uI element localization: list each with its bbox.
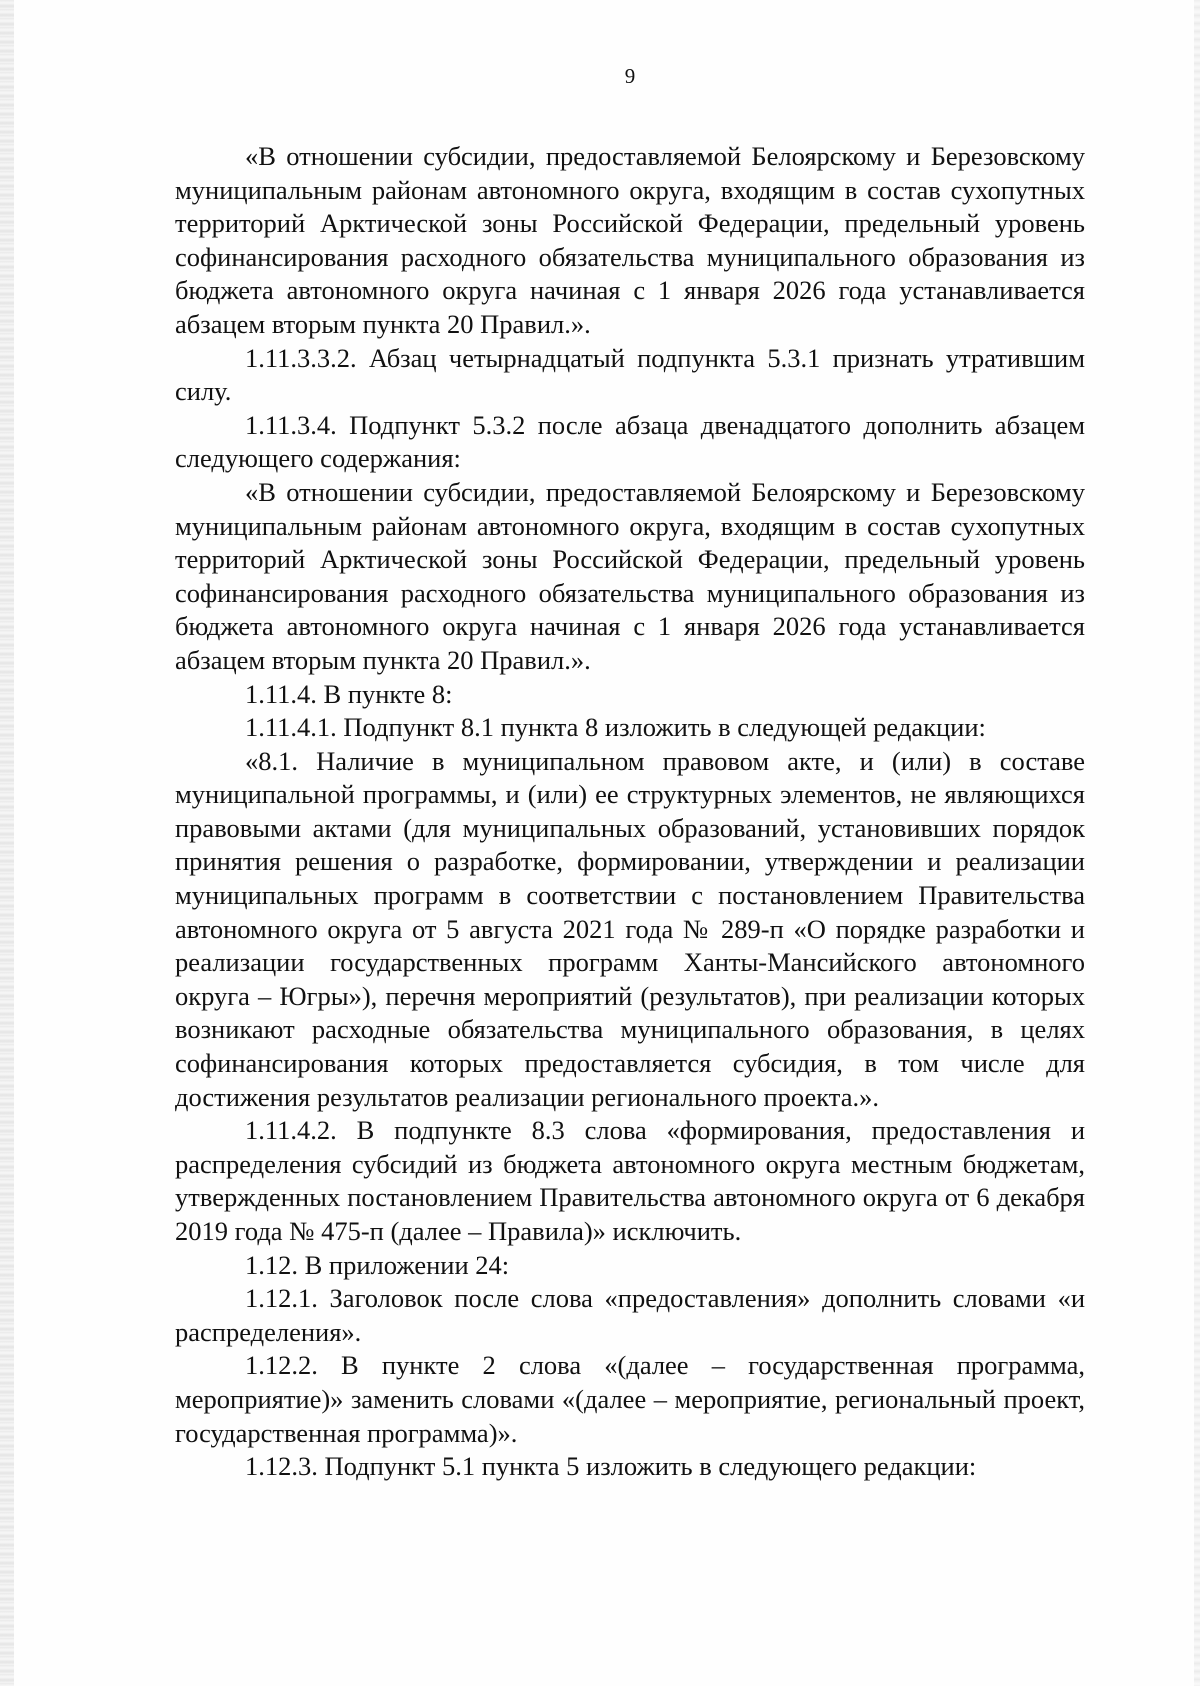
paragraph-1-11-3-4: 1.11.3.4. Подпункт 5.3.2 после абзаца двенадцатого дополнить абзацем следующего содержания: <box>175 409 1085 474</box>
paragraph-1-11-4-2: 1.11.4.2. В подпункте 8.3 слова «формирования, предоставления и распределения субсидий из бюджета автономного округа местным бюджетам, утвержденных постановлением Правительства автономного округа от 6 декабря 2019 года № 475-п (далее – Правила)» исключить. <box>175 1115 1085 1246</box>
paragraph-1-12-1: 1.12.1. Заголовок после слова «предоставления» дополнить словами «и распределения». <box>175 1283 1085 1347</box>
scan-edge-left <box>0 0 14 1686</box>
paragraph-quote-2: «В отношении субсидии, предоставляемой Белоярскому и Березовскому муниципальным районам автономного округа, входящим в состав сухопутных территорий Арктической зоны Российской Федерации, предельный уровень софинансирования расходного обязательства муниципального образования из бюджета автономного округа начиная с 1 января 2026 года устанавливается абзацем вторым пункта 20 Правил.». <box>175 476 1085 675</box>
paragraph-quote-1: «В отношении субсидии, предоставляемой Белоярскому и Березовскому муниципальным районам автономного округа, входящим в состав сухопутных территорий Арктической зоны Российской Федерации, предельный уровень софинансирования расходного обязательства муниципального образования из бюджета автономного округа начиная с 1 января 2026 года устанавливается абзацем вторым пункта 20 Правил.». <box>175 141 1085 339</box>
paragraph-1-12: 1.12. В приложении 24: <box>245 1249 510 1280</box>
page-number: 9 <box>624 64 636 88</box>
paragraph-1-11-4: 1.11.4. В пункте 8: <box>245 678 453 709</box>
paragraph-1-12-3: 1.12.3. Подпункт 5.1 пункта 5 изложить в следующего редакции: <box>245 1451 977 1482</box>
paragraph-quote-8-1: «8.1. Наличие в муниципальном правовом акте, и (или) в составе муниципальной программы, и (или) ее структурных элементов, не являющихся правовыми актами (для муниципальных образований, установивших порядок принятия решения о разработке, формировании, утверждении и реализации муниципальных программ в соответствии с постановлением Правительства автономного округа от 5 августа 2021 года № 289-п «О порядке разработки и реализации государственных программ Ханты-Мансийского автономного округа – Югры»), перечня мероприятий (результатов), при реализации которых возникают расходные обязательства муниципального образования, в целях софинансирования которых предоставляется субсидия, в том числе для достижения результатов реализации регионального проекта.». <box>175 745 1085 1112</box>
scan-edge-right <box>1194 0 1200 1686</box>
paragraph-1-11-3-3-2: 1.11.3.3.2. Абзац четырнадцатый подпункта 5.3.1 признать утратившим силу. <box>175 342 1085 407</box>
document-body <box>175 140 1085 1484</box>
paragraph-1-12-2: 1.12.2. В пункте 2 слова «(далее – государственная программа, мероприятие)» заменить словами «(далее – мероприятие, региональный проект, государственная программа)». <box>175 1350 1085 1448</box>
paragraph-1-11-4-1: 1.11.4.1. Подпункт 8.1 пункта 8 изложить в следующей редакции: <box>245 712 986 743</box>
